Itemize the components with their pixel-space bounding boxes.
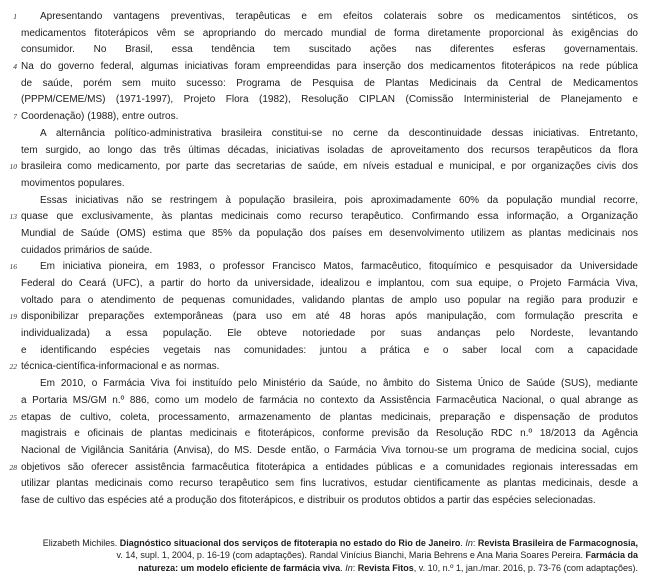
line-number: 19: [9, 312, 17, 322]
line-text: Coordenação) (1988), entre outros.: [21, 111, 179, 123]
text-line: [3, 193, 638, 210]
citation-line: [3, 562, 638, 575]
line-text: objetivos são oferecer assistência farmacêutica fitoterápica a entidades públicas e a comunidades regionais interessadas em: [21, 461, 638, 473]
text-line: [3, 293, 638, 310]
text-line: [3, 276, 638, 293]
line-text: Essas iniciativas não se restringem à população brasileira, pois aproximadamente 60% da população mundial recorre,: [40, 194, 638, 206]
citation-segment: natureza: um modelo eficiente de farmácia viva: [138, 562, 341, 573]
citation-segment: Revista Brasileira de Farmacognosia,: [477, 537, 638, 548]
text-line: [3, 259, 638, 276]
line-number: 7: [13, 112, 17, 122]
text-line: [3, 226, 638, 243]
line-text: Apresentando vantagens preventivas, terapêuticas e em efeitos colaterais sobre os medicamentos sintéticos, os: [40, 11, 638, 22]
citation-segment: Farmácia da: [585, 550, 638, 561]
text-line: [3, 59, 638, 76]
citation-line: [3, 537, 638, 550]
text-line: [3, 343, 638, 360]
line-text: técnica-científica-informacional e as normas.: [21, 361, 220, 373]
text-line: [3, 426, 638, 443]
text-line: [3, 309, 638, 326]
text-line: [3, 376, 638, 393]
line-text: a Portaria MS/GM n.º 886, como um modelo de farmácia no contexto da Assistência Farmacêutica Nacional, o qual abrange as: [21, 394, 638, 406]
citation-segment: Elizabeth Michiles.: [42, 537, 120, 548]
citation-segment: Revista Fitos: [357, 562, 414, 573]
text-line: [3, 393, 638, 410]
line-text: e identificando espécies vegetais nas comunidades: juntou a prática e o saber local com a capacidade: [21, 344, 638, 356]
citation-segment: In: [345, 562, 353, 573]
text-line: [3, 92, 638, 109]
line-text: medicamentos fitoterápicos vêm se apropriando do mercado mundial de forma diretamente proporcional às exigências do: [21, 27, 638, 39]
line-text: de saúde, porém sem muito sucesso: Programa de Pesquisa de Plantas Medicinais da Central de Medicamentos: [21, 77, 638, 89]
text-line: [3, 176, 638, 193]
line-number: 4: [13, 62, 17, 72]
text-line: [3, 443, 638, 460]
text-line: [3, 9, 638, 26]
text-line: [3, 326, 638, 343]
line-text: brasileira como medicamento, por parte das secretarias de saúde, em níveis estadual e municipal, e por organizações civis dos: [21, 161, 638, 173]
text-line: [3, 143, 638, 160]
line-text: magistrais e oficinais de plantas medicinais e fitoterápicos, conforme previsão da Resolução RDC n.º 18/2013 da Agência: [21, 428, 638, 440]
line-text: cuidados primários de saúde.: [21, 244, 153, 256]
line-text: Nacional de Vigilância Sanitária (Anvisa), do MS. Desde então, o Farmácia Viva tornou-se um programa de medicina social, cujos: [21, 444, 638, 456]
line-text: A alternância político-administrativa brasileira constitui-se no cerne da descontinuidade dessas iniciativas. Entretanto,: [40, 127, 638, 139]
line-text: utilizar plantas medicinais como recurso terapêutico sem fins lucrativos, estudar cientificamente as plantas medicinais, desde a: [21, 478, 638, 490]
line-number: 22: [9, 362, 17, 372]
text-line: [3, 76, 638, 93]
line-text: Federal do Ceará (UFC), a partir do horto da universidade, idealizou e implantou, com sua equipe, o Projeto Farmácia Viva,: [21, 278, 638, 289]
citation-segment: .: [340, 562, 346, 573]
text-line: [3, 42, 638, 59]
text-line: [3, 159, 638, 176]
text-line: [3, 410, 638, 427]
citation-segment: v. 14, supl. 1, 2004, p. 16-19 (com adaptações). Randal Vinícius Bianchi, Maria Behrens e Ana Maria Soares Pereira.: [116, 550, 586, 561]
line-number: 28: [9, 462, 17, 472]
text-line: [3, 359, 638, 376]
line-text: Em iniciativa pioneira, em 1983, o professor Francisco Matos, farmacêutico, fitoquímico e pesquisador da Universidade: [40, 261, 638, 273]
citation-line: [3, 549, 638, 562]
line-text: etapas de cultivo, coleta, processamento, armazenamento de plantas medicinais, preparação e dispensação de produtos: [21, 411, 638, 423]
text-line: [3, 493, 638, 510]
text-line: [3, 26, 638, 43]
line-text: fase de cultivo das espécies até a produção dos fitoterápicos, e distribuir os produtos obtidos a partir das espécies selecionadas.: [21, 494, 596, 506]
line-text: quase que exclusivamente, às plantas medicinais como recurso terapêutico. Confirmando essa informação, a Organização: [21, 211, 638, 223]
text-line: [3, 243, 638, 260]
line-text: Em 2010, o Farmácia Viva foi instituído pelo Ministério da Saúde, no âmbito do Sistema Único de Saúde (SUS), mediante: [40, 378, 638, 390]
line-text: consumidor. No Brasil, essa tendência tem suscitado ações nas diferentes esferas governamentais.: [21, 44, 638, 56]
line-text: individualizada) a essa população. Ele obteve notoriedade por suas andanças pelo Nordeste, levantando: [21, 328, 638, 340]
line-text: Mundial de Saúde (OMS) estima que 85% da população dos países em desenvolvimento utilizem as plantas medicinais nos: [21, 227, 638, 239]
line-number: 25: [9, 412, 17, 422]
line-text: movimentos populares.: [21, 177, 125, 189]
citation-segment: :: [352, 562, 358, 573]
source-citation: [3, 537, 638, 575]
line-number: 13: [9, 212, 17, 222]
citation-segment: Diagnóstico situacional dos serviços de fitoterapia no estado do Rio de Janeiro: [119, 537, 461, 548]
line-text: tem surgido, ao longo das três últimas décadas, iniciativas isoladas de aproveitamento dos recursos terapêuticos da flora: [21, 144, 638, 156]
citation-segment: , v. 10, n.º 1, jan./mar. 2016, p. 73-76 (com adaptações).: [413, 562, 638, 573]
citation-segment: In: [465, 537, 473, 548]
text-line: [3, 476, 638, 493]
line-text: disponibilizar preparações extemporâneas (para uso em até 48 horas após manipulação, com formulação prescrita e: [21, 311, 638, 323]
line-number: 16: [9, 262, 17, 272]
text-line: [3, 209, 638, 226]
line-number: 10: [9, 162, 17, 172]
line-text: (PPPM/CEME/MS) (1971-1997), Projeto Flora (1982), Resolução CIPLAN (Comissão Interministerial de Planejamento e: [21, 94, 638, 106]
citation-segment: .: [460, 537, 466, 548]
text-line: [3, 109, 638, 126]
text-line: [3, 460, 638, 477]
citation-segment: :: [472, 537, 478, 548]
line-number: 1: [13, 12, 17, 21]
text-line: [3, 126, 638, 143]
line-text: Na do governo federal, algumas iniciativas foram empreendidas para inserção dos medicamentos fitoterápicos na rede pública: [21, 61, 638, 73]
line-text: voltado para o atendimento de pequenas comunidades, validando plantas de amplo uso popular na região para produzir e: [21, 294, 638, 306]
